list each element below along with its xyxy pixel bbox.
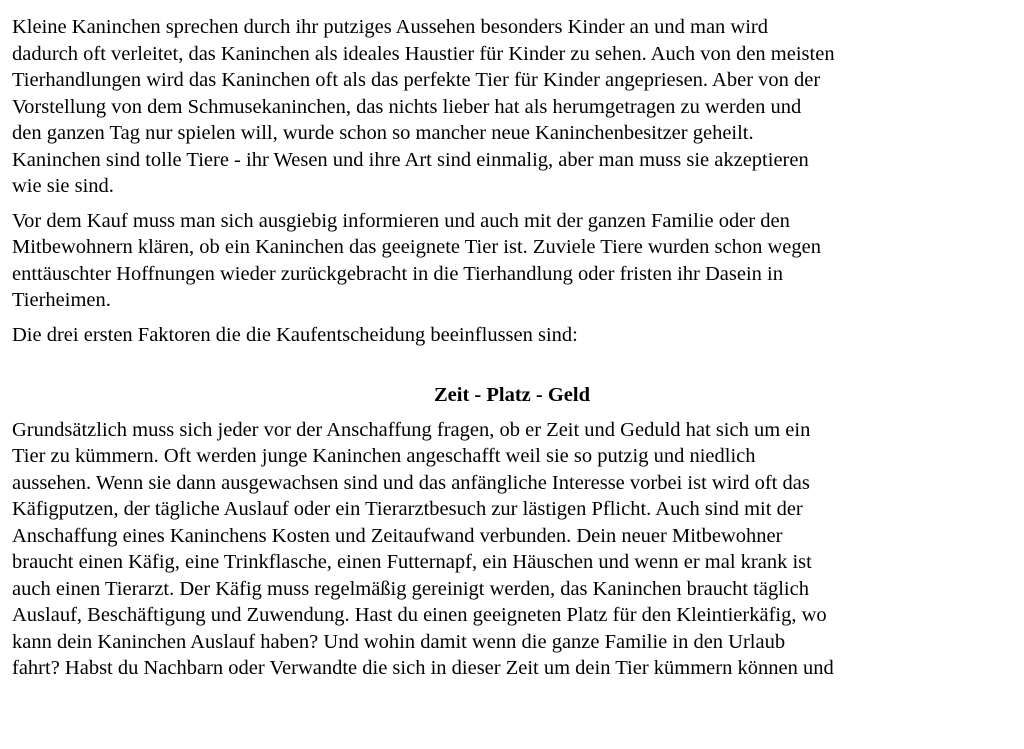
factors-intro-paragraph: [12, 322, 1012, 349]
main-paragraph: [12, 417, 1012, 682]
text-line: aussehen. Wenn sie dann ausgewachsen sind und das anfängliche Interesse vorbei ist wird oft das: [12, 471, 810, 494]
text-line: Grundsätzlich muss sich jeder vor der Anschaffung fragen, ob er Zeit und Geduld hat sich um ein: [12, 418, 811, 441]
text-line: Kaninchen sind tolle Tiere - ihr Wesen und ihre Art sind einmalig, aber man muss sie akzeptieren: [12, 148, 809, 171]
section-heading-wrapper: [12, 382, 1012, 409]
text-line: Käfigputzen, der tägliche Auslauf oder ein Tierarztbesuch zur lästigen Pflicht. Auch sind mit der: [12, 498, 803, 520]
text-line: auch einen Tierarzt. Der Käfig muss regelmäßig gereinigt werden, das Kaninchen braucht täglich: [12, 577, 809, 600]
text-line: Tierheimen.: [12, 289, 111, 311]
text-line: Tier zu kümmern. Oft werden junge Kaninchen angeschafft weil sie so putzig und niedlich: [12, 445, 756, 467]
text-line: Vorstellung von dem Schmusekaninchen, das nichts lieber hat als herumgetragen zu werden und: [12, 95, 802, 118]
text-line: kann dein Kaninchen Auslauf haben? Und wohin damit wenn die ganze Familie in den Urlaub: [12, 630, 786, 653]
text-line: Auslauf, Beschäftigung und Zuwendung. Hast du einen geeigneten Platz für den Kleintierkäfig, wo: [12, 604, 827, 626]
text-line: Die drei ersten Faktoren die die Kaufentscheidung beeinflussen sind:: [12, 323, 578, 346]
text-line: Mitbewohnern klären, ob ein Kaninchen das geeignete Tier ist. Zuviele Tiere wurden schon wegen: [12, 236, 821, 258]
text-line: Kleine Kaninchen sprechen durch ihr putziges Aussehen besonders Kinder an und man wird: [12, 16, 769, 38]
text-line: den ganzen Tag nur spielen will, wurde schon so mancher neue Kaninchenbesitzer geheilt.: [12, 122, 754, 144]
text-line: Anschaffung eines Kaninchens Kosten und Zeitaufwand verbunden. Dein neuer Mitbewohner: [12, 524, 783, 547]
purchase-info-paragraph: [12, 208, 1012, 314]
text-line: dadurch oft verleitet, das Kaninchen als ideales Haustier für Kinder zu sehen. Auch von den meisten: [12, 42, 835, 65]
text-line: Tierhandlungen wird das Kaninchen oft als das perfekte Tier für Kinder angepriesen. Aber von der: [12, 69, 821, 91]
text-line: braucht einen Käfig, eine Trinkflasche, einen Futternapf, ein Häuschen und wenn er mal krank ist: [12, 551, 812, 573]
text-line: enttäuschter Hoffnungen wieder zurückgebracht in die Tierhandlung oder fristen ihr Dasein in: [12, 262, 783, 285]
text-line: wie sie sind.: [12, 175, 114, 197]
document-page: [12, 14, 1012, 682]
text-line: Vor dem Kauf muss man sich ausgiebig informieren und auch mit der ganzen Familie oder den: [12, 209, 790, 232]
text-line: fahrt? Habst du Nachbarn oder Verwandte die sich in dieser Zeit um dein Tier kümmern können und: [12, 657, 834, 679]
section-heading: Zeit - Platz - Geld: [434, 384, 590, 406]
intro-paragraph: [12, 14, 1012, 200]
